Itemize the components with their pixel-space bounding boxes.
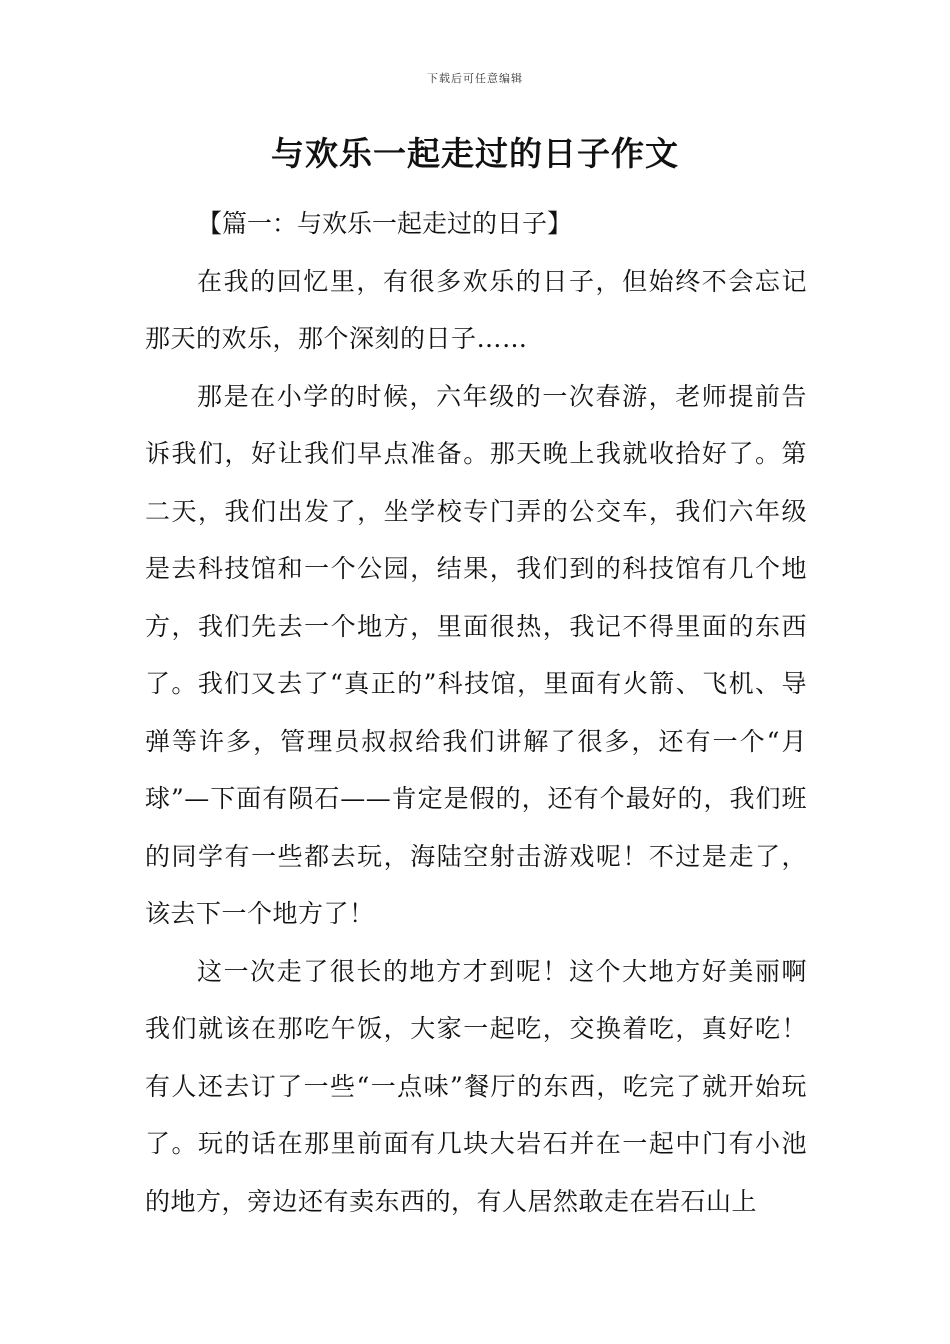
- document-body: [145, 195, 807, 1230]
- section-heading: 【篇一：与欢乐一起走过的日子】: [197, 209, 573, 238]
- paragraph-3: 这一次走了很长的地方才到呢！这个大地方好美丽啊我们就该在那吃午饭，大家一起吃，交换着吃，真好吃！有人还去订了一些“一点味”餐厅的东西，吃完了就开始玩了。玩的话在那里前面有几块大岩石并在一起中门有小池的地方，旁边还有卖东西的，有人居然敢走在岩石山上: [145, 956, 807, 1216]
- header-note: 下载后可任意编辑: [427, 72, 523, 85]
- paragraph-1: 在我的回忆里，有很多欢乐的日子，但始终不会忘记那天的欢乐，那个深刻的日子……: [145, 266, 807, 353]
- document-title: 与欢乐一起走过的日子作文: [271, 134, 679, 173]
- paragraph-2: 那是在小学的时候，六年级的一次春游，老师提前告诉我们，好让我们早点准备。那天晚上我就收拾好了。第二天，我们出发了，坐学校专门弄的公交车，我们六年级是去科技馆和一个公园，结果，我们到的科技馆有几个地方，我们先去一个地方，里面很热，我记不得里面的东西了。我们又去了“真正的”科技馆，里面有火箭、飞机、导弹等许多，管理员叔叔给我们讲解了很多，还有一个“月球”—下面有陨石——肯定是假的，还有个最好的，我们班的同学有一些都去玩，海陆空射击游戏呢！不过是走了，该去下一个地方了！: [145, 381, 807, 928]
